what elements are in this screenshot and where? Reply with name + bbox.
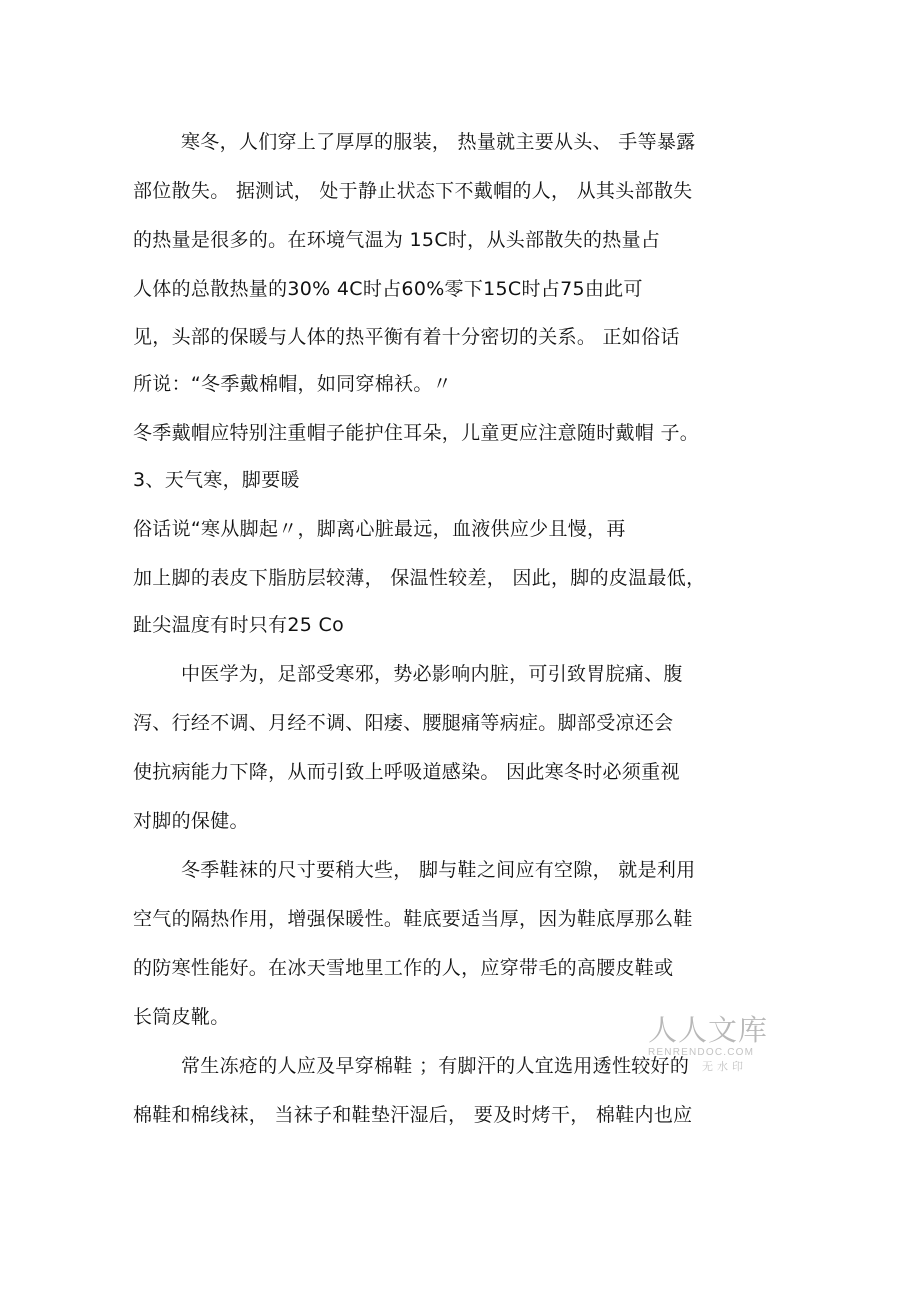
text-line: 中医学为，足部受寒邪，势必影响内脏，可引致胃脘痛、腹 — [181, 663, 683, 685]
text-line: 常生冻疮的人应及早穿棉鞋 ；有脚汗的人宜选用透性较好的 — [181, 1055, 690, 1077]
watermark-subtitle: 无水印 — [702, 1060, 747, 1073]
text-line: 空气的隔热作用，增强保暖性。鞋底要适当厚，因为鞋底厚那么鞋 — [133, 908, 693, 930]
section-heading: 3、天气寒，脚要暖 — [133, 469, 300, 491]
text-line: 泻、行经不调、月经不调、阳痿、腰腿痛等病症。脚部受凉还会 — [133, 712, 674, 734]
text-line: 棉鞋和棉线袜， 当袜子和鞋垫汗湿后， 要及时烤干， 棉鞋内也应 — [133, 1104, 693, 1126]
text-line: 所说：“冬季戴棉帽，如同穿棉袄。〃 — [133, 373, 452, 395]
text-line: 寒冬，人们穿上了厚厚的服装， 热量就主要从头、 手等暴露 — [181, 131, 696, 153]
watermark-url: RENRENDOC.COM — [648, 1047, 755, 1058]
text-line: 使抗病能力下降，从而引致上呼吸道感染。 因此寒冬时必须重视 — [133, 761, 680, 783]
watermark-title: 人人文库 — [648, 1013, 769, 1047]
text-line: 见，头部的保暖与人体的热平衡有着十分密切的关系。 正如俗话 — [133, 326, 680, 348]
text-line: 对脚的保健。 — [133, 810, 249, 832]
text-line: 的防寒性能好。在冰天雪地里工作的人，应穿带毛的高腰皮鞋或 — [133, 957, 674, 979]
text-line: 冬季戴帽应特别注重帽子能护住耳朵，儿童更应注意随时戴帽 子。 — [133, 422, 700, 444]
watermark — [648, 1014, 778, 1059]
text-line: 俗话说“寒从脚起〃，脚离心脏最远，血液供应少且慢，再 — [133, 518, 626, 540]
text-line: 人体的总散热量的30% 4C时占60%零下15C时占75由此可 — [133, 278, 643, 300]
text-line: 长筒皮靴。 — [133, 1006, 230, 1028]
text-line: 部位散失。 据测试， 处于静止状态下不戴帽的人， 从其头部散失 — [133, 180, 693, 202]
text-line: 的热量是很多的。在环境气温为 15C时，从头部散失的热量占 — [133, 229, 661, 251]
text-line: 加上脚的表皮下脂肪层较薄， 保温性较差， 因此，脚的皮温最低， — [133, 567, 706, 589]
text-line: 趾尖温度有时只有25 Co — [133, 614, 345, 636]
text-line: 冬季鞋袜的尺寸要稍大些， 脚与鞋之间应有空隙， 就是利用 — [181, 859, 696, 881]
